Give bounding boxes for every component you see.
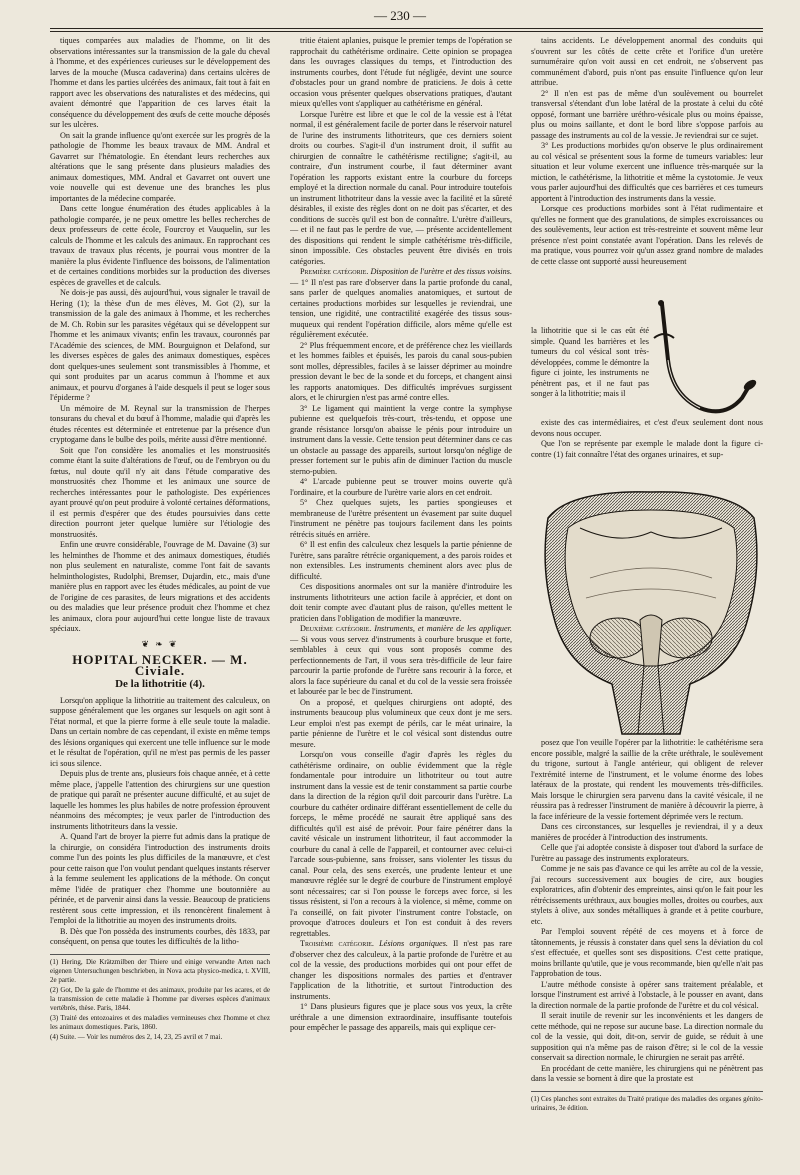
category-1-title: Disposition de l'urètre et des tissus voisins.	[370, 267, 512, 276]
col2-paragraphs-d	[290, 1002, 512, 1034]
paragraph: Soit que l'on considère les anomalies et les monstruosités comme étant la suite d'altérations de l'œuf, ou de l'embryon ou du fœtus, nul doute qu'il n'y ait dans l'étude comparative des monstruosités chez l'homme et les animaux une source de recherches intéressantes pour le pathologiste. Des expériences ayant prouvé qu'on peut produire à volonté certaines déformations, il est permis d'espérer que des études poursuivies dans cette direction pourront jeter quelque lumière sur l'étiologie des monstruosités.	[50, 445, 270, 539]
paragraph: Lorsqu'on applique la lithotritie au traitement des calculeux, on suppose généralement que les organes sur lesquels on agit sont à l'état normal, et que la pierre forme à elle seule toute la maladie. Dans un certain nombre de cas cependant, il existe en même temps des lésions organiques qui exercent une telle influence sur le mode et le résultat de l'opération, qu'il ne m'est pas permis de les passer ici sous silence.	[50, 695, 270, 768]
paragraph: 2° Il n'en est pas de même d'un soulèvement ou bourrelet transversal s'étendant d'un lobe latéral de la prostate à celui du côté opposé, formant une barrière uréthro-vésicale plus ou moins épaisse, plus ou moins saillante, et dont le bord libre s'oppose parfois au passage des instruments au col de la vessie. Je reviendrai sur ce sujet.	[531, 88, 763, 140]
paragraph: 5° Chez quelques sujets, les parties spongieuses et membraneuse de l'urètre présentent un évasement par suite duquel l'instrument ne pénètre pas toujours facilement dans les points rétrécis situés en arrière.	[290, 498, 512, 539]
section-subtitle: De la lithotritie (4).	[115, 678, 205, 690]
paragraph: 3° Les productions morbides qu'on observe le plus ordinairement au col vésical se présentent sous la forme de tumeurs variables: leur situation et leur volume exercent une influence très-marquée sur la miction, le cathétérisme, la lithotritie et même la cystotomie. Je veux vous parler aujourd'hui des difficultés que ces barrières et ces tumeurs apportent à l'introduction des instruments dans la vessie.	[531, 141, 763, 203]
col2-paragraphs	[290, 36, 512, 267]
paragraph: Par l'emploi souvent répété de ces moyens et à force de tâtonnements, je réussis à constater dans quel sens la déviation du col s'est effectuée, et quelles sont ses dispositions. C'est cette pratique, moins brillante qu'utile, que je vous recommande, bien qu'elle n'ait pas l'approbation de tous.	[531, 927, 763, 978]
paragraph: Ne dois-je pas aussi, dès aujourd'hui, vous signaler le travail de Hering (1); la thèse d'un de mes élèves, M. Got (2), sur la transmission de la gale des animaux à l'homme, et les recherches de M. Ch. Robin sur les parasites végétaux qui se développent sur l'homme et les animaux vivants; enfin les travaux, couronnés par l'Académie des sciences, de MM. Bourguignon et Delafond, sur les diverses espèces de gales des animaux domestiques, espèces dont quelques-unes seulement sont transmissibles à l'homme, et qui sont produites par un acarus commun à l'homme et aux animaux, et pourvu d'organes à l'aide desquels il peut se loger sous l'épiderme ?	[50, 288, 270, 402]
category-2-text: — Si vous vous servez d'instruments à courbure brusque et forte, semblables à ceux qui vous sont proposés comme des perfectionnements de l'art, il vous sera très-difficile de leur faire parcourir la partie profonde de l'urètre sans recourir à la force, et alors la face supérieure du canal et du col de la vessie sera froissée et labourée par le bec de l'instrument.	[290, 634, 512, 696]
paragraph: posez que l'on veuille l'opérer par la lithotritie: le cathétérisme sera encore possible, malgré la saillie de la crête uréthrale, le soulèvement du trigone, surtout à l'angle antérieur, qui obligent de relever l'extrémité interne de l'instrument, et le volume énorme des lobes latéraux de la prostate, qui rendent les mouvements très-difficiles. Mais lorsque le chirurgien sera parvenu dans la cavité vésicale, il ne réussira pas à redresser l'instrument de manière à découvrir la pierre, à la face inférieure de la vessie fortement déprimée vers le rectum.	[531, 738, 763, 821]
category-3-label: Troisième catégorie.	[300, 939, 374, 948]
paragraph: tiques comparées aux maladies de l'homme, on lit des observations intéressantes sur la transmission de la gale du cheval à l'homme, et des expériences curieuses sur le développement des larves de la mouche (Musca cadaverina) dans certains ulcères de l'homme et dans les parties ulcérées des animaux, fait tout à fait en rapport avec les observations des naturalistes et des médecins, qui avaient démontré que l'apparition de ces larves était la conséquence du développement des œufs de cette mouche déposés sur les ulcères.	[50, 36, 270, 129]
col3-footnote: (1) Ces planches sont extraites du Traité pratique des maladies des organes génito-urinaires, 3e édition.	[531, 1091, 763, 1113]
paragraph: 4° L'arcade pubienne peut se trouver moins ouverte qu'à l'ordinaire, et la courbure de l'urètre varie alors en cet endroit.	[290, 477, 512, 497]
column-2	[290, 36, 512, 1166]
column-3-bottom	[531, 738, 763, 1166]
paragraph: Un mémoire de M. Reynal sur la transmission de l'herpes tonsurans du cheval et du bœuf à l'homme, maladie qui d'après les études récentes est déterminée et entretenue par la présence d'un cryptogame dans le bulbe des poils, mérite aussi d'être mentionné.	[50, 403, 270, 444]
paragraph: On a proposé, et quelques chirurgiens ont adopté, des instruments beaucoup plus volumineux que ceux dont je me sers. Leur emploi n'est pas exempt de périls, car le méat urinaire, la partie pénienne de l'urètre et le col vésical sont distendus outre mesure.	[290, 697, 512, 749]
footnote: (3) Traité des entozoaires et des maladies vermineuses chez l'homme et chez les animaux domestiques. Paris, 1860.	[50, 1013, 270, 1031]
ornament: ❦ ❧ ❦	[141, 638, 179, 649]
paragraph: Ces dispositions anormales ont sur la manière d'introduire les instruments lithotriteurs une action facile à apprécier, et dont on doit tenir compte avec d'autant plus de raison, qu'elles mettent le praticien dans l'obligation de modifier la manœuvre.	[290, 582, 512, 623]
column-1	[50, 36, 270, 1166]
col2-paragraphs-c	[290, 698, 512, 940]
column-3-mid	[531, 418, 763, 484]
category-1-label: Première catégorie.	[300, 267, 369, 276]
category-2-title: Instruments, et manière de les appliquer.	[374, 624, 512, 633]
paragraph: B. Dès que l'on possèda des instruments courbes, dès 1833, par conséquent, on pensa que toutes les difficultés de la litho-	[50, 926, 270, 946]
paragraph: 6° Il est enfin des calculeux chez lesquels la partie pénienne de l'urètre, sans paraître rétrécie organiquement, a des parois roides et non extensibles. Les instruments cheminent alors avec plus de difficulté.	[290, 540, 512, 581]
paragraph: Dans cette longue énumération des études applicables à la pathologie comparée, je ne peux omettre les belles recherches de deux professeurs de cette école, Fourcroy et Vauquelin, sur les calculs de l'homme et les calculs des animaux. En rapprochant ces travaux de travaux plus récents, je pourrai vous montrer de la manière la plus évidente l'influence des boissons, de l'alimentation et de certaines conditions morbides sur la production des diverses espèces de gravelles et de calculs.	[50, 204, 270, 287]
paragraph: Depuis plus de trente ans, plusieurs fois chaque année, et à cette même place, j'appelle l'attention des chirurgiens sur une question de pratique qui paraît ne présenter aucune difficulté, et au sujet de laquelle les hommes les plus habiles de notre profession éprouvent néanmoins des mécomptes; je veux parler de l'introduction des instruments lithotriteurs dans la vessie.	[50, 769, 270, 831]
paragraph: En procédant de cette manière, les chirurgiens qui ne pénètrent pas dans la vessie se bornent à dire que la prostate est	[531, 1063, 763, 1083]
category-3-title: Lésions organiques.	[379, 939, 448, 948]
sound-instrument-figure	[650, 300, 765, 425]
paragraph: tritie étaient aplanies, puisque le premier temps de l'opération se rapprochait du cathétérisme ordinaire. Cette opinion se propagea dans les ouvrages classiques du temps, et l'introduction des instruments courbes, dont l'étude fut négligée, devint une source d'obstacles pour un grand nombre de praticiens. Je dois à cette occasion vous présenter quelques observations pratiques, d'autant mieux qu'elles vont s'appliquer au cathétérisme en général.	[290, 36, 512, 108]
header-rule	[50, 28, 763, 29]
col1-paragraphs	[50, 36, 270, 635]
paragraph: Il serait inutile de revenir sur les inconvénients et les dangers de cette méthode, qui ne repose sur aucune base. La direction normale du col de la vessie, qui doit, dit-on, servir de guide, se réduit à une supposition qui n'a même pas de raison d'être; si le col de la vessie conservait sa direction normale, le chirurgien ne serait pas arrêté.	[531, 1011, 763, 1062]
paragraph: tains accidents. Le développement anormal des conduits qui s'ouvrent sur les côtés de cette crête et l'orifice d'un uretère surnuméraire qu'on voit aussi en cet endroit, ne s'observent pas communément d'abord, puis n'ont pas ensuite l'influence qu'on leur attribue.	[531, 36, 763, 87]
category-2-label: Deuxième catégorie.	[300, 624, 372, 633]
column-3-wrap	[531, 326, 649, 418]
paragraph: Dans ces circonstances, sur lesquelles je reviendrai, il y a deux manières de procéder à l'introduction des instruments.	[531, 822, 763, 842]
col3-bottom-paragraphs	[531, 738, 763, 1085]
footnote: (2) Got, De la gale de l'homme et des animaux, produite par les acares, et de la transmission de cette maladie à l'homme par diverses espèces d'animaux vertébrés, thèse. Paris, 1844.	[50, 985, 270, 1012]
category-1	[290, 267, 512, 341]
category-1-text: — 1° Il n'est pas rare d'observer dans la partie profonde du canal, sans parler de quelques anomalies anatomiques, et surtout de certaines productions morbides sur lesquelles je reviendrai, une tension, une rigidité, une contractilité exagérée des tissus sous-muqueux qui rendent l'opération difficile, alors même qu'elle est régulièrement exécutée.	[290, 277, 512, 339]
col2-paragraphs-b	[290, 341, 512, 625]
header-rule-2	[50, 31, 763, 32]
paragraph: 3° Le ligament qui maintient la verge contre la symphyse pubienne est quelquefois très-court, très-tendu, et oppose une grande résistance lorsqu'on abaisse le pénis pour introduire un instrument dans la vessie. Cette tension peut déterminer dans ce cas un obstacle au passage des appareils, surtout lorsqu'on néglige de presser fortement sur le pubis afin de diminuer l'action du muscle sterno-pubien.	[290, 403, 512, 476]
paragraph: Enfin une œuvre considérable, l'ouvrage de M. Davaine (3) sur les helminthes de l'homme et des animaux domestiques, étudiés non plus seulement en naturaliste, comme l'ont fait de savants helminthologistes, Rudolphi, Bremser, Dujardin, etc., mais d'une manière plus en rapport avec les études médicales, au point de vue de l'origine de ces parasites, de leurs migrations et des accidents ou des maladies que leur présence produit chez l'homme et chez les animaux, clora pour aujourd'hui cette longue liste de travaux spéciaux.	[50, 540, 270, 633]
category-3-text: Il n'est pas rare d'observer chez des calculeux, à la partie profonde de l'urètre et au col de la vessie, des productions morbides qui ont pour effet de changer les dispositions normales des parties et d'entraver l'application de la lithotritie, et surtout l'introduction des instruments.	[290, 939, 512, 1001]
bladder-section-figure	[540, 488, 762, 736]
paragraph: On sait la grande influence qu'ont exercée sur les progrès de la pathologie de l'homme les beaux travaux de MM. Andral et Gavarret sur l'hématologie. En étendant leurs recherches aux altérations que le sang présente dans plusieurs maladies des animaux domestiques, MM. Andral et Gavarret ont ouvert une voie nouvelle qui est devenue une des branches les plus importantes de la médecine comparée.	[50, 130, 270, 203]
paragraph: Comme je ne sais pas d'avance ce qui les arrête au col de la vessie, j'ai recours successivement aux bougies de cire, aux bougies exploratrices, afin d'obtenir des empreintes, ainsi qu'on le fait pour les rétrécissements uréthraux, aux bougies molles, droites ou courbes, aux stylets à olive, aux sondes métalliques à grande et à petite courbure, etc.	[531, 864, 763, 926]
paragraph: existe des cas intermédiaires, et c'est d'eux seulement dont nous devons nous occuper.	[531, 418, 763, 438]
paragraph: Lorsque ces productions morbides sont à l'état rudimentaire et qu'elles ne forment que des granulations, de simples excroissances ou des soulèvements, leur action est très-restreinte et souvent même leur présence n'est point constatée avant l'opération. Dans les relevés de ma pratique, vous pourrez voir qu'un assez grand nombre de malades de cette classe ont supporté aussi heureusement	[531, 204, 763, 266]
paragraph: Que l'on se représente par exemple le malade dont la figure ci-contre (1) fait connaître l'état des organes urinaires, et sup-	[531, 439, 763, 459]
category-3	[290, 939, 512, 1002]
page-number: — 230 —	[374, 8, 426, 23]
paragraph: 2° Plus fréquemment encore, et de préférence chez les vieillards et les hommes faibles et épuisés, les parois du canal sous-pubien sont molles, dépressibles, faciles à se laisser déprimer au moindre pression devant le bec de la sonde et du forceps, et changent ainsi les rapports anatomiques. Des difficultés imprévues surgissent alors, et le chirurgien n'est pas armé contre elles.	[290, 340, 512, 402]
category-2	[290, 624, 512, 698]
paragraph: Celle que j'ai adoptée consiste à disposer tout d'abord la surface de l'urètre au passage des instruments explorateurs.	[531, 843, 763, 863]
col3-top-paragraphs	[531, 36, 763, 267]
paragraph: A. Quand l'art de broyer la pierre fut admis dans la pratique de la chirurgie, on considéra l'introduction des instruments droits comme l'un des points les plus difficiles de la manœuvre, et c'est pour cette raison que l'on voulut pendant quelques instants réserver à la femme seulement les applications de la méthode. On conçut même l'idée de pratiquer chez l'homme une boutonnière au périnée, et de parvenir ainsi dans la vessie. Beaucoup de praticiens restèrent sous cette impression, et ils renoncèrent finalement à l'emploi de la lithotritie au moyen des instruments droits.	[50, 832, 270, 925]
paragraph: 1° Dans plusieurs figures que je place sous vos yeux, la crête uréthrale a une dimension extraordinaire, insuffisante toutefois pour empêcher le passage des appareils, mais qui explique cer-	[290, 1002, 512, 1032]
paragraph: Lorsqu'on vous conseille d'agir d'après les règles du cathétérisme ordinaire, on oublie évidemment que la règle fondamentale pour introduire un lithotriteur ou tout autre instrument dans la vessie est de tenir constamment sa partie courbe dans la direction de la région qu'il doit parcourir dans l'urètre. La courbure du cathéter ordinaire différant essentiellement de celle du forceps, le même procédé ne saurait être appliqué sans des difficultés qu'il est aisé de prévoir. Pour faire pénétrer dans la cavité vésicale un instrument lithotriteur, il faut accommoder la courbure du canal à celle de l'appareil, et contourner avec celui-ci l'arcade sous-pubienne, sans froisser, sans violenter les tissus du canal. Pour cela, des sens exercés, une prudente lenteur et une manœuvre réglée sur le degré de courbure de l'instrument employé sont nécessaires; car si l'on pousse le forceps avec force, si les tissus résistent, si l'on a recours à la violence, si même, comme on l'a conseillé, on fait pivoter l'instrument contre l'obstacle, on provoque d'atroces douleurs et l'on est conduit à des revers regrettables.	[290, 750, 512, 938]
col1-footnotes	[50, 954, 270, 1042]
col1-paragraphs-2	[50, 696, 270, 948]
section-title: HOPITAL NECKER. — M. Civiale.	[72, 652, 248, 678]
footnote: (4) Suite. — Voir les numéros des 2, 14, 23, 25 avril et 7 mai.	[50, 1032, 223, 1041]
column-3-top	[531, 36, 763, 326]
paragraph: Lorsque l'urètre est libre et que le col de la vessie est à l'état normal, il est généralement facile de porter dans le réservoir naturel de l'urine des instruments lithotriteurs, que ces derniers soient droits ou courbes. S'agit-il d'un instrument droit, il suffit au chirurgien de connaître le cathétérisme rectiligne; s'agit-il, au contraire, d'un instrument courbe, il faut déterminer avant l'opération les rapports existant entre la courbure du forceps employé et la direction normale du canal. Pour introduire toutefois un instrument lithotriteur dans la vessie avec la facilité et la sûreté désirables, il existe des règles dont on ne doit pas s'écarter, et des conditions de succès qu'il est bon de connaître. L'urètre d'ailleurs, — et il ne faut pas le perdre de vue, — présente accidentellement des dispositions qui rendent le simple cathétérisme très-difficile, sinon impossible. Ces obstacles peuvent être divisés en trois catégories.	[290, 109, 512, 266]
wrap-text: la lithotritie que si le cas eût été simple. Quand les barrières et les tumeurs du col vésical sont très-développées, comme le démontre la figure ci jointe, les instruments ne pénètrent pas, et il ne faut pas songer à la lithotritie; mais il	[531, 326, 649, 398]
footnote: (1) Hering, Die Krätzmilben der Thiere und einige verwandte Arten nach eigenen Untersuchungen beschrieben, in Nova acta physico-medica, t. XVIII, 2e partie.	[50, 957, 270, 984]
paragraph: L'autre méthode consiste à opérer sans traitement préalable, et lorsque l'instrument est arrivé à l'obstacle, à le pousser en avant, dans la direction normale de la partie profonde de l'urètre et du col vésical.	[531, 979, 763, 1010]
